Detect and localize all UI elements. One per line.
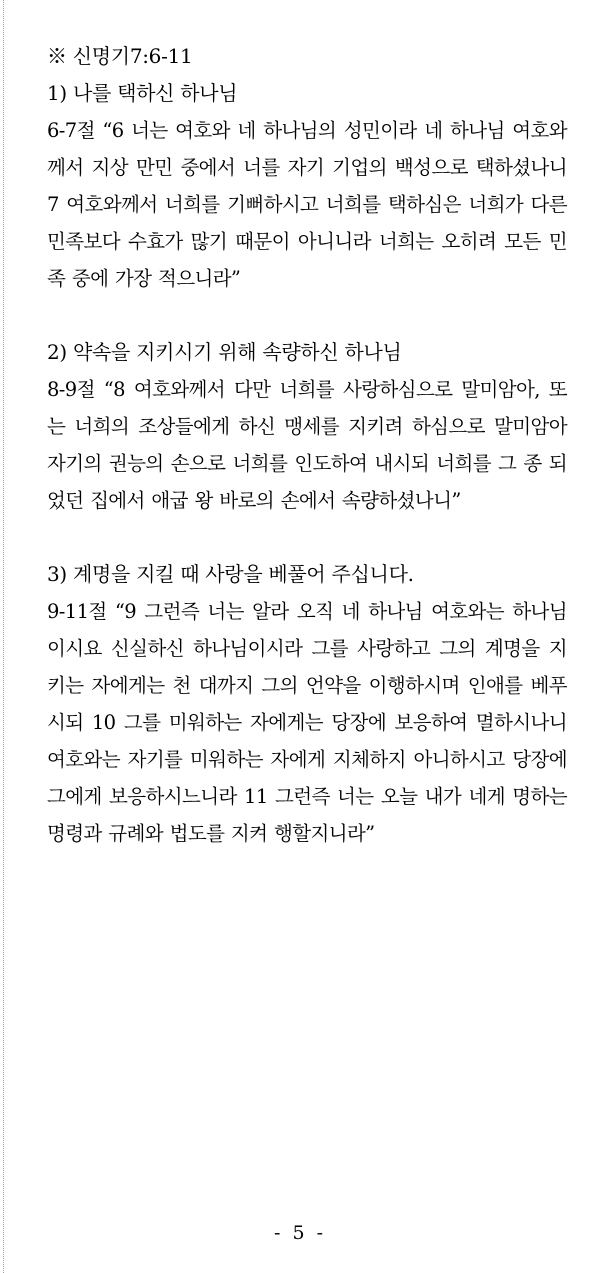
section-heading-2: 2) 약속을 지키시기 위해 속량하신 하나님: [47, 340, 402, 364]
section-heading-3: 3) 계명을 지킬 때 사랑을 베풀어 주십니다.: [47, 562, 414, 586]
section-text-2: 8-9절 “8 여호와께서 다만 너희를 사랑하심으로 말미암아, 또는 너희의 조상들에게 하신 맹세를 지키려 하심으로 말미암아 자기의 권능의 손으로 너희를 인도하여 내시되 너희를 그 종 되었던 집에서 애굽 왕 바로의 손에서 속량하셨나니”: [47, 378, 567, 512]
paragraph-spacer: [47, 519, 567, 556]
document-body: [47, 38, 567, 852]
section-text-3: 9-11절 “9 그런즉 너는 알라 오직 네 하나님 여호와는 하나님이시요 신실하신 하나님이시라 그를 사랑하고 그의 계명을 지키는 자에게는 천 대까지 그의 언약을 이행하시며 인애를 베푸시되 10 그를 미워하는 자에게는 당장에 보응하여 멸하시나니 여호와는 자기를 미워하는 자에게 지체하지 아니하시고 당장에 그에게 보응하시느니라 11 그런즉 너는 오늘 내가 네게 명하는 명령과 규례와 법도를 지켜 행할지니라”: [47, 600, 567, 845]
page-number: - 5 -: [273, 1222, 326, 1244]
section-heading-1: 1) 나를 택하신 하나님: [47, 81, 238, 105]
section-text-1: 6-7절 “6 너는 여호와 네 하나님의 성민이라 네 하나님 여호와께서 지상 만민 중에서 너를 자기 기업의 백성으로 택하셨나니 7 여호와께서 너희를 기뻐하시고 너희를 택하심은 너희가 다른 민족보다 수효가 많기 때문이 아니니라 너희는 오히려 모든 민족 중에 가장 적으니라”: [47, 119, 567, 290]
left-dotted-border: [3, 0, 4, 1273]
scripture-reference: ※ 신명기7:6-11: [47, 44, 193, 68]
paragraph-spacer: [47, 297, 567, 334]
